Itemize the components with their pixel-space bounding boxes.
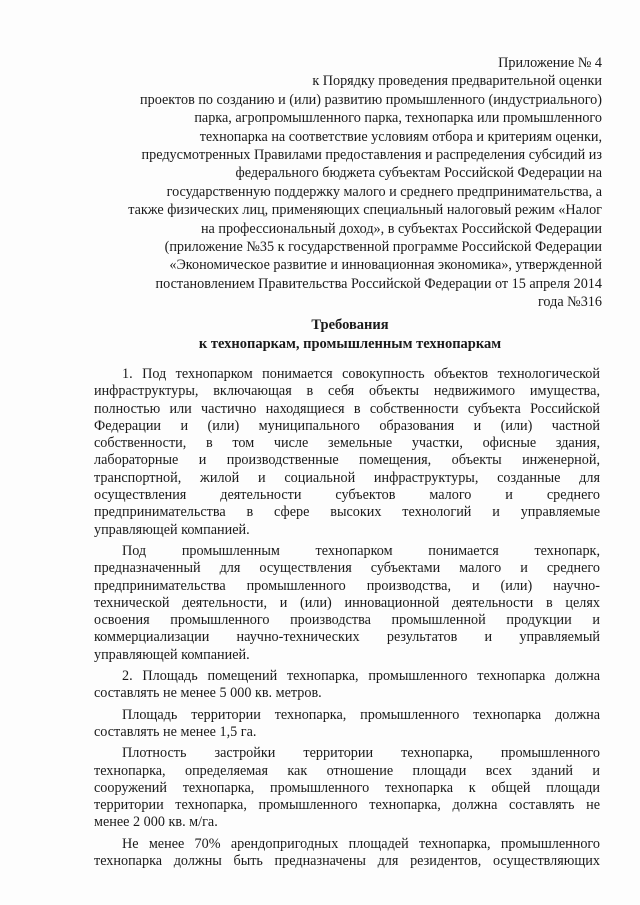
paragraph-technopark-definition (94, 366, 600, 539)
body-line: территории технопарка, промышленного технопарка, должна составлять не (94, 797, 600, 814)
body-line: 2. Площадь помещений технопарка, промышленного технопарка должна (122, 668, 600, 685)
title-line-1: Требования (311, 317, 389, 333)
body-line: управляющей компанией. (94, 521, 250, 538)
body-line: инфраструктуры, включающая в себя объекты недвижимого имущества, (94, 383, 600, 400)
title-line-2: к технопаркам, промышленным технопаркам (198, 335, 502, 352)
paragraph-industrial-technopark (94, 543, 600, 664)
header-line: предусмотренных Правилами предоставления и распределения субсидий из (141, 147, 602, 164)
document-title (90, 316, 610, 353)
body-line: Площадь территории технопарка, промышленного технопарка должна (122, 706, 600, 723)
document-body (94, 366, 600, 874)
paragraph-residents-share (94, 836, 600, 871)
header-line: года №316 (537, 294, 602, 311)
body-line: Не менее 70% арендопригодных площадей технопарка, промышленного (122, 835, 600, 852)
body-line: составлять не менее 5 000 кв. метров. (94, 685, 322, 702)
paragraph-building-density (94, 745, 600, 831)
header-line: «Экономическое развитие и инновационная экономика», утвержденной (169, 257, 602, 274)
header-line: парка, агропромышленного парка, технопарка или промышленного (194, 110, 602, 127)
header-line: государственную поддержку малого и среднего предпринимательства, а (166, 183, 602, 200)
body-line: коммерциализации научно-технических результатов и управляемый (94, 629, 600, 646)
header-line: также физических лиц, применяющих специальный налоговый режим «Налог (128, 202, 602, 219)
header-line: проектов по созданию и (или) развитию промышленного (индустриального) (140, 91, 602, 108)
body-line: технопарка должны быть предназначены для резидентов, осуществляющих (94, 853, 600, 870)
header-line: федерального бюджета субъектам Российской Федерации на (235, 165, 602, 182)
paragraph-territory-area (94, 707, 600, 742)
body-line: освоения промышленного производства промышленной продукции и (94, 612, 600, 629)
header-line: к Порядку проведения предварительной оценки (312, 73, 602, 90)
header-line: технопарка на соответствие условиям отбора и критериям оценки, (199, 128, 602, 145)
paragraph-premises-area (94, 668, 600, 703)
body-line: предпринимательства промышленного производства, и (или) научно- (94, 577, 600, 594)
body-line: сооружений технопарка, промышленного технопарка к общей площади (94, 779, 600, 796)
body-line: предпринимательства в сфере высоких технологий и управляемые (94, 504, 600, 521)
body-line: составлять не менее 1,5 га. (94, 723, 257, 740)
body-line: менее 2 000 кв. м/га. (94, 814, 218, 831)
body-line: осуществления деятельности субъектов малого и среднего (94, 487, 600, 504)
body-line: Под промышленным технопарком понимается технопарк, (122, 542, 600, 559)
body-line: Плотность застройки территории технопарка, промышленного (122, 745, 600, 762)
body-line: предназначенный для осуществления субъектами малого и среднего (94, 560, 600, 577)
header-line: (приложение №35 к государственной программе Российской Федерации (164, 239, 602, 256)
body-line: Федерации и (или) муниципального образования и (или) частной (94, 417, 600, 434)
body-line: лабораторные и производственные помещения, объекты инженерной, (94, 452, 600, 469)
header-line: постановлением Правительства Российской Федерации от 15 апреля 2014 (155, 275, 602, 292)
body-line: 1. Под технопарком понимается совокупность объектов технологической (122, 366, 600, 382)
body-line: технической деятельности, и (или) инновационной деятельности в целях (94, 594, 600, 611)
body-line: собственности, в том числе земельные участки, офисные здания, (94, 435, 600, 452)
body-line: транспортной, жилой и социальной инфраструктуры, созданные для (94, 469, 600, 486)
header-line: на профессиональный доход», в субъектах Российской Федерации (200, 220, 602, 237)
appendix-number: Приложение № 4 (498, 55, 602, 71)
body-line: управляющей компанией. (94, 646, 250, 663)
appendix-header (82, 54, 602, 312)
body-line: технопарка, определяемая как отношение площади всех зданий и (94, 762, 600, 779)
body-line: полностью или частично находящиеся в собственности субъекта Российской (94, 400, 600, 417)
